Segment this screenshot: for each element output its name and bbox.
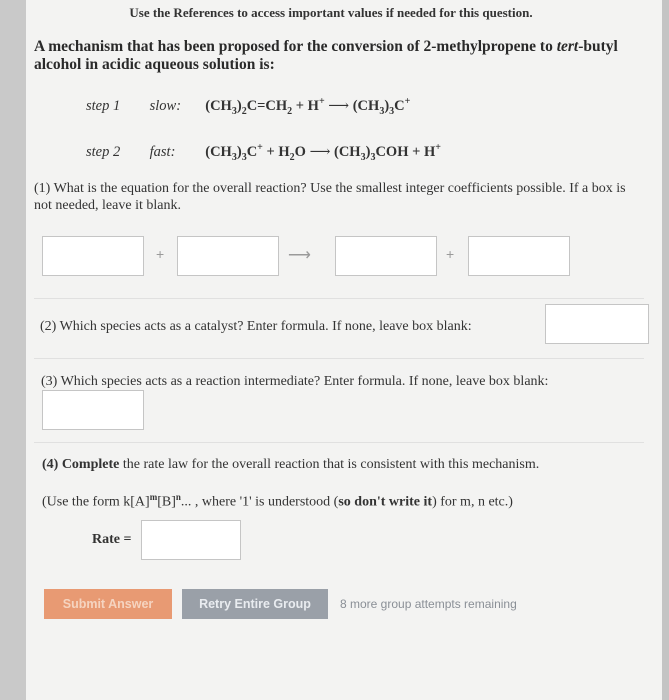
- hint-exponent-n: n: [175, 492, 181, 502]
- question-1-text: (1) What is the equation for the overall reaction? Use the smallest integer coefficients possible. If a box is not needed, leave it blank.: [34, 181, 626, 213]
- plus-sign-2: +: [446, 246, 455, 262]
- question-4-body: the rate law for the overall reaction that is consistent with this mechanism.: [119, 457, 540, 472]
- divider-1: [34, 298, 644, 299]
- step-1-speed: slow:: [149, 97, 182, 114]
- step-2-products: $(CH_3)_3COH + H^+$: [334, 142, 441, 163]
- plus-sign-1: +: [156, 246, 165, 262]
- hint-exponent-m: m: [149, 492, 158, 502]
- step-1-reactants: $(CH_3)_2C=CH_2 + H^+$: [205, 96, 325, 117]
- question-2-text: (2) Which species acts as a catalyst? Enter formula. If none, leave box blank:: [40, 319, 472, 334]
- hint-part-a: (Use the form k[A]: [42, 494, 150, 510]
- attempts-remaining: 8 more group attempts remaining: [340, 597, 517, 611]
- question-4-text: [42, 456, 652, 473]
- step-2: [86, 142, 441, 163]
- right-border: [662, 0, 669, 700]
- reactant-1-input[interactable]: [42, 236, 144, 276]
- references-banner: Use the References to access important values if needed for this question.: [129, 5, 533, 20]
- step-1: [86, 96, 410, 117]
- divider-3: [34, 442, 644, 443]
- rate-label: Rate =: [92, 532, 132, 547]
- rate-law-hint: [42, 489, 652, 511]
- product-2-input[interactable]: [468, 236, 570, 276]
- left-border: [0, 0, 26, 700]
- step-2-reactants: $(CH_3)_3C^+ + H_2O$: [205, 142, 306, 163]
- hint-part-c: ... , where '1' is understood (: [180, 494, 339, 510]
- hint-part-b: [B]: [157, 494, 176, 510]
- reactant-2-input[interactable]: [177, 236, 279, 276]
- retry-entire-group-button[interactable]: Retry Entire Group: [182, 589, 328, 619]
- submit-answer-button[interactable]: Submit Answer: [44, 589, 172, 619]
- question-4-prefix: (4) Complete: [42, 457, 120, 472]
- reaction-arrow: ⟶: [288, 247, 311, 264]
- step-2-label: step 2: [86, 143, 121, 160]
- step-1-arrow: ⟶: [328, 97, 350, 114]
- step-2-arrow: ⟶: [309, 143, 331, 160]
- hint-part-d: ) for m, n etc.): [432, 494, 513, 510]
- step-1-label: step 1: [86, 97, 121, 114]
- step-2-speed: fast:: [149, 143, 176, 160]
- intro-text: A mechanism that has been proposed for the conversion of 2-methylpropene to tert-butyl alcohol in acidic aqueous solution is:: [34, 38, 618, 73]
- question-page: [26, 0, 662, 700]
- step-1-products: $(CH_3)_3C^+$: [352, 96, 411, 117]
- divider-2: [34, 358, 644, 359]
- catalyst-input[interactable]: [545, 304, 649, 344]
- question-3-text: (3) Which species acts as a reaction intermediate? Enter formula. If none, leave box blank:: [41, 374, 549, 389]
- hint-bold: so don't write it: [338, 494, 433, 510]
- intermediate-input[interactable]: [42, 390, 144, 430]
- product-1-input[interactable]: [335, 236, 437, 276]
- rate-law-input[interactable]: [141, 520, 241, 560]
